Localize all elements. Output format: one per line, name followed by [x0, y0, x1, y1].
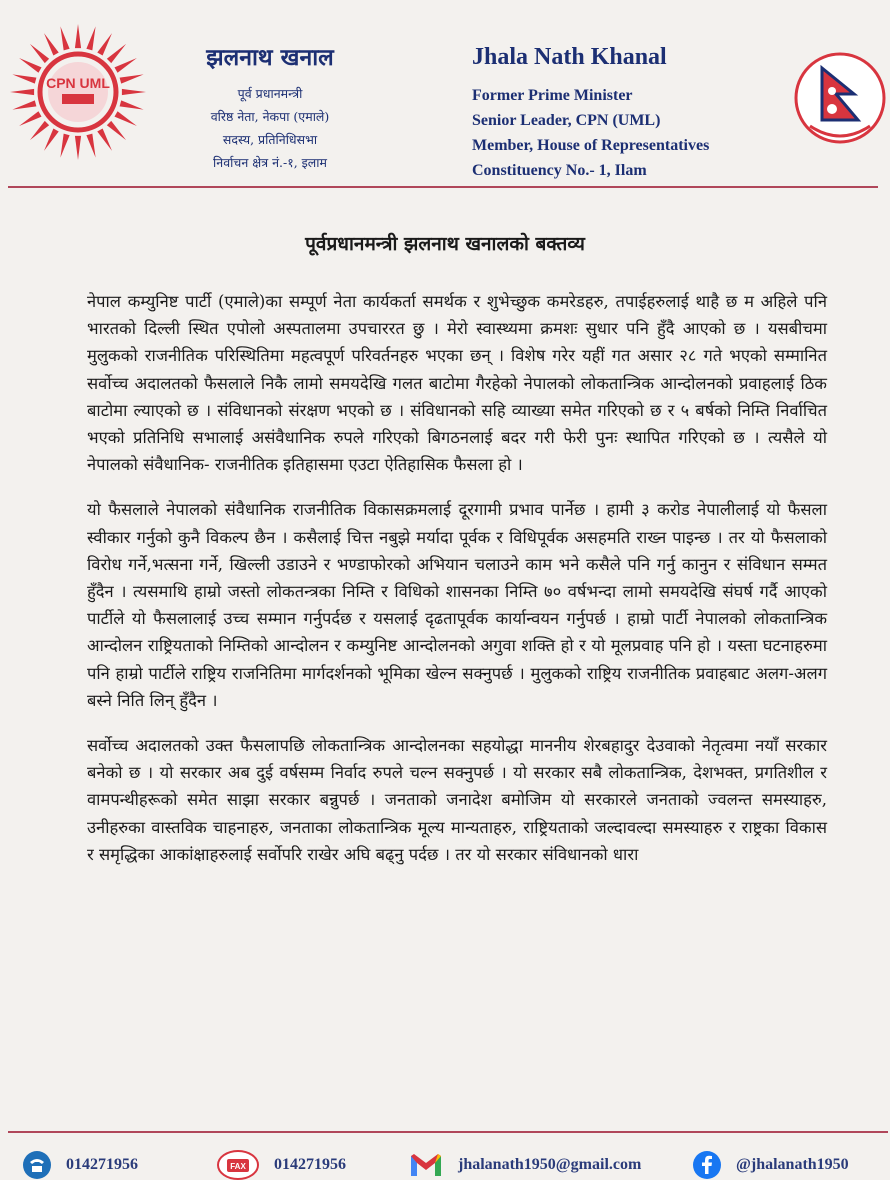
- sun-ray: [120, 74, 144, 83]
- sun-ray: [60, 26, 69, 50]
- sun-ray: [114, 111, 136, 126]
- letterhead: [0, 0, 890, 190]
- fax-label: FAX: [230, 1162, 246, 1171]
- contact-footer: [0, 1144, 890, 1177]
- english-name: Jhala Nath Khanal: [472, 44, 667, 70]
- logo-text: CPN UML: [46, 75, 110, 91]
- sun-ray: [12, 74, 36, 83]
- nepali-title-line: पूर्व प्रधानमन्त्री: [237, 86, 303, 101]
- nepal-flag-emblem-icon: [792, 46, 888, 158]
- sun-ray: [120, 100, 144, 109]
- sun-ray: [107, 121, 126, 140]
- statement-body: [87, 288, 827, 886]
- english-title-line: Member, House of Representatives: [472, 137, 710, 154]
- sun-ray: [19, 58, 41, 73]
- header-divider: [8, 186, 878, 188]
- fax-number: 014271956: [274, 1156, 346, 1173]
- sun-ray: [97, 33, 112, 55]
- gmail-icon: [408, 1150, 444, 1180]
- sun-ray: [97, 128, 112, 150]
- sun-ray: [30, 121, 49, 140]
- paragraph: यो फैसलाले नेपालको संवैधानिक राजनीतिक विकासक्रमलाई दूरगामी प्रभाव पार्नेछ । हामी ३ करोड नेपालीलाई यो फैसला स्वीकार गर्नुको कुनै विकल्प छैन । कसैलाई चित्त नबुझे मर्यादा पूर्वक र विधिपूर्वक असहमति राख्न पाइन्छ । तर यो फैसलाको विरोध गर्ने,भत्सना गर्ने, खिल्ली उडाउने र भण्डाफोरको अभियान चलाउने काम भने कसैले पनि गर्नु कानुन र संविधान सम्मत हुँदैन । त्यसमाथि हाम्रो जस्तो लोकतन्त्रका निम्ति र विधिको शासनका निम्ति ७० वर्षभन्दा लामो समयदेखि संघर्ष गर्दै आएको पार्टीले यो फैसलालाई उच्च सम्मान गर्नुपर्दछ र यसलाई दृढतापूर्वक कार्यान्वयन गर्नुपर्छ । हाम्रो पार्टी नेपालको लोकतान्त्रिक आन्दोलन राष्ट्रियताको निम्तिको आन्दोलन र कम्युनिष्ट आन्दोलनको अगुवा शक्ति हो र यो मूलप्रवाह पनि हो । यस्ता घटनाहरुमा पनि हाम्रो पार्टीले राष्ट्रिय राजनितिमा मार्गदर्शनको भूमिका खेल्न सक्नुपर्छ । मुलुकको राष्ट्रिय राजनीतिक प्रवाहबाट अलग-अलग बस्ने निति लिन् हुँदैन ।: [87, 500, 827, 710]
- facebook-handle[interactable]: @jhalanath1950: [736, 1156, 849, 1173]
- sun-ray: [60, 134, 69, 158]
- sun-ray: [12, 100, 36, 109]
- cpn-uml-sun-logo-icon: [6, 20, 151, 165]
- sun-ray: [107, 44, 126, 63]
- nepali-title-line: वरिष्ठ नेता, नेकपा (एमाले): [210, 109, 330, 124]
- statement-title: पूर्वप्रधानमन्त्री झलनाथ खनालको बक्तव्य: [305, 233, 585, 255]
- sun-ray: [75, 24, 81, 48]
- sun-ray: [44, 33, 59, 55]
- english-header: [472, 44, 709, 183]
- nepali-title-line: सदस्य, प्रतिनिधिसभा: [222, 132, 318, 147]
- sun-ray: [44, 128, 59, 150]
- paragraph: सर्वोच्च अदालतको उक्त फैसलापछि लोकतान्त्रिक आन्दोलनका सहयोद्धा माननीय शेरबहादुर देउवाको नेतृत्वमा नयाँ सरकार बनेको छ । यो सरकार अब दुई वर्षसम्म निर्वाद रुपले चल्न सक्नुपर्छ । यो सरकार सबै लोकतान्त्रिक, देशभक्त, प्रगतिशील र वामपन्थीहरूको समेत साझा सरकार बन्नुपर्छ । जनताको जनादेश बमोजिम यो सरकारले जनताको ज्वलन्त समस्याहरु, उनीहरुका वास्तविक चाहनाहरु, जनताका लोकतान्त्रिक मूल्य मान्यताहरु, राष्ट्रियताको जल्दावल्दा समस्याहरु र राष्ट्रका विकास र समृद्धिका आकांक्षाहरुलाई सर्वोपरि राखेर अघि बढ्नु पर्दछ । तर यो सरकार संविधानको धारा: [87, 736, 827, 864]
- sun-ray: [122, 89, 146, 95]
- email-contact[interactable]: [408, 1150, 641, 1180]
- sun-ray: [19, 111, 41, 126]
- fax-icon: [216, 1150, 260, 1180]
- phone-icon: [22, 1150, 52, 1180]
- email-address[interactable]: jhalanath1950@gmail.com: [458, 1156, 642, 1173]
- phone-number: 014271956: [66, 1156, 138, 1173]
- facebook-icon: [692, 1150, 722, 1180]
- english-title-line: Constituency No.- 1, Ilam: [472, 162, 647, 179]
- sun-ray: [114, 58, 136, 73]
- fax-contact: [216, 1150, 346, 1180]
- english-title-line: Former Prime Minister: [472, 87, 633, 104]
- sun-ray: [75, 136, 81, 160]
- sun-ray: [86, 134, 95, 158]
- sun-ray: [10, 89, 34, 95]
- nepali-name: झलनाथ खनाल: [206, 44, 334, 71]
- sun-ray: [86, 26, 95, 50]
- sun-ray: [30, 44, 49, 63]
- phone-contact: [22, 1150, 138, 1180]
- nepali-header: [170, 40, 370, 174]
- paragraph: नेपाल कम्युनिष्ट पार्टी (एमाले)का सम्पूर्ण नेता कार्यकर्ता समर्थक र शुभेच्छुक कमरेडहरु, तपाईहरुलाई थाहै छ म अहिले पनि भारतको दिल्ली स्थित एपोलो अस्पतालमा उपचाररत छु । मेरो स्वास्थ्यमा क्रमशः सुधार पनि हुँदै आएको छ । यसबीचमा मुलुकको राजनीतिक परिस्थितिमा महत्वपूर्ण परिवर्तनहरु भएका छन् । विशेष गरेर यहीं गत असार २८ गते भएको सम्मानित सर्वोच्च अदालतको फैसलाले निकै लामो समयदेखि गलत बाटोमा गैरहेको नेपालको लोकतान्त्रिक आन्दोलनको प्रवाहलाई ठिक बाटोमा ल्याएको छ । संविधानको संरक्षण भएको छ । संविधानको सहि व्याख्या समेत गरिएको छ र ५ बर्षको निम्ति निर्वाचित भएको प्रतिनिधि सभालाई असंवैधानिक रुपले गरिएको बिगठनलाई बदर गरी फेरी पुनः स्थापित गरिएको छ । त्यसैले यो नेपालको संवैधानिक- राजनीतिक इतिहासमा एउटा ऐतिहासिक फैसला हो ।: [87, 292, 827, 475]
- footer-divider: [8, 1131, 888, 1133]
- nepali-title-line: निर्वाचन क्षेत्र नं.-१, इलाम: [213, 155, 327, 170]
- facebook-contact[interactable]: [692, 1150, 849, 1180]
- english-title-line: Senior Leader, CPN (UML): [472, 112, 661, 129]
